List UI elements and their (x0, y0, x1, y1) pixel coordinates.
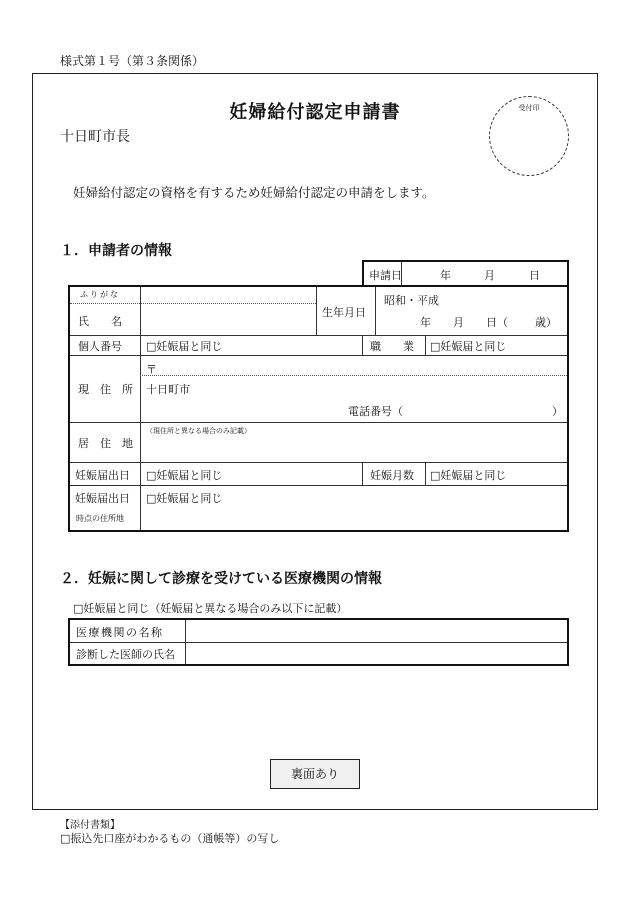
residence-label: 居 住 地 (78, 437, 133, 450)
id-number-label: 個人番号 (78, 340, 122, 353)
doctor-label: 診断した医師の氏名 (76, 648, 175, 661)
date-month: 月 (484, 269, 495, 282)
age: 歳） (535, 316, 557, 329)
postal-mark: 〒 (146, 363, 157, 376)
birth-year: 年 (420, 316, 431, 329)
attachment-item-checkbox[interactable]: □振込先口座がわかるもの（通帳等）の写し (60, 832, 280, 845)
birth-day: 日（ (486, 316, 508, 329)
birth-month: 月 (453, 316, 464, 329)
intro-text: 妊婦給付認定の資格を有するため妊婦給付認定の申請をします。 (73, 185, 435, 200)
section2-heading: ２．妊娠に関して診療を受けている医療機関の情報 (60, 571, 382, 587)
attachments-heading: 【添付書類】 (60, 820, 120, 831)
residence-note: （現住所と異なる場合のみ記載） (146, 427, 251, 435)
era-text: 昭和・平成 (384, 294, 439, 307)
id-same-checkbox[interactable]: □妊娠届と同じ (146, 340, 223, 353)
section2-note-checkbox[interactable]: □妊娠届と同じ（妊娠届と異なる場合のみ以下に記載） (73, 602, 348, 615)
application-date-box (362, 260, 569, 285)
applicant-table (68, 285, 569, 532)
city-text: 十日町市 (146, 383, 190, 396)
addressee: 十日町市長 (60, 129, 130, 145)
months-label: 妊娠月数 (370, 469, 414, 482)
date-year: 年 (440, 269, 451, 282)
birth-label: 生年月日 (322, 306, 366, 319)
furigana-label: ふりがな (80, 290, 120, 299)
report-address-same-checkbox[interactable]: □妊娠届と同じ (146, 492, 223, 505)
occupation-same-checkbox[interactable]: □妊娠届と同じ (430, 340, 507, 353)
date-day: 日 (529, 269, 540, 282)
medical-table (68, 618, 569, 666)
phone-close: ） (552, 405, 563, 418)
phone-label: 電話番号（ (348, 405, 403, 418)
months-same-checkbox[interactable]: □妊娠届と同じ (430, 469, 507, 482)
report-date-label: 妊娠届出日 (75, 469, 130, 482)
institution-label: 医療機関の名称 (76, 626, 164, 639)
report-address-label: 妊娠届出日 (75, 492, 130, 505)
date-label: 申請日 (369, 269, 402, 282)
section1-heading: １．申請者の情報 (60, 243, 172, 259)
form-number: 様式第１号（第３条関係） (60, 54, 205, 68)
report-date-same-checkbox[interactable]: □妊娠届と同じ (146, 469, 223, 482)
stamp-label: 受付印 (518, 104, 540, 112)
form-title: 妊婦給付認定申請書 (229, 102, 401, 123)
back-side-button[interactable]: 裏面あり (270, 759, 360, 789)
address-label: 現 住 所 (78, 383, 133, 396)
occupation-label: 職 業 (370, 340, 414, 353)
report-address-label-2: 時点の住所地 (76, 514, 124, 523)
reception-stamp-circle (489, 96, 569, 176)
name-label: 氏 名 (78, 315, 122, 328)
